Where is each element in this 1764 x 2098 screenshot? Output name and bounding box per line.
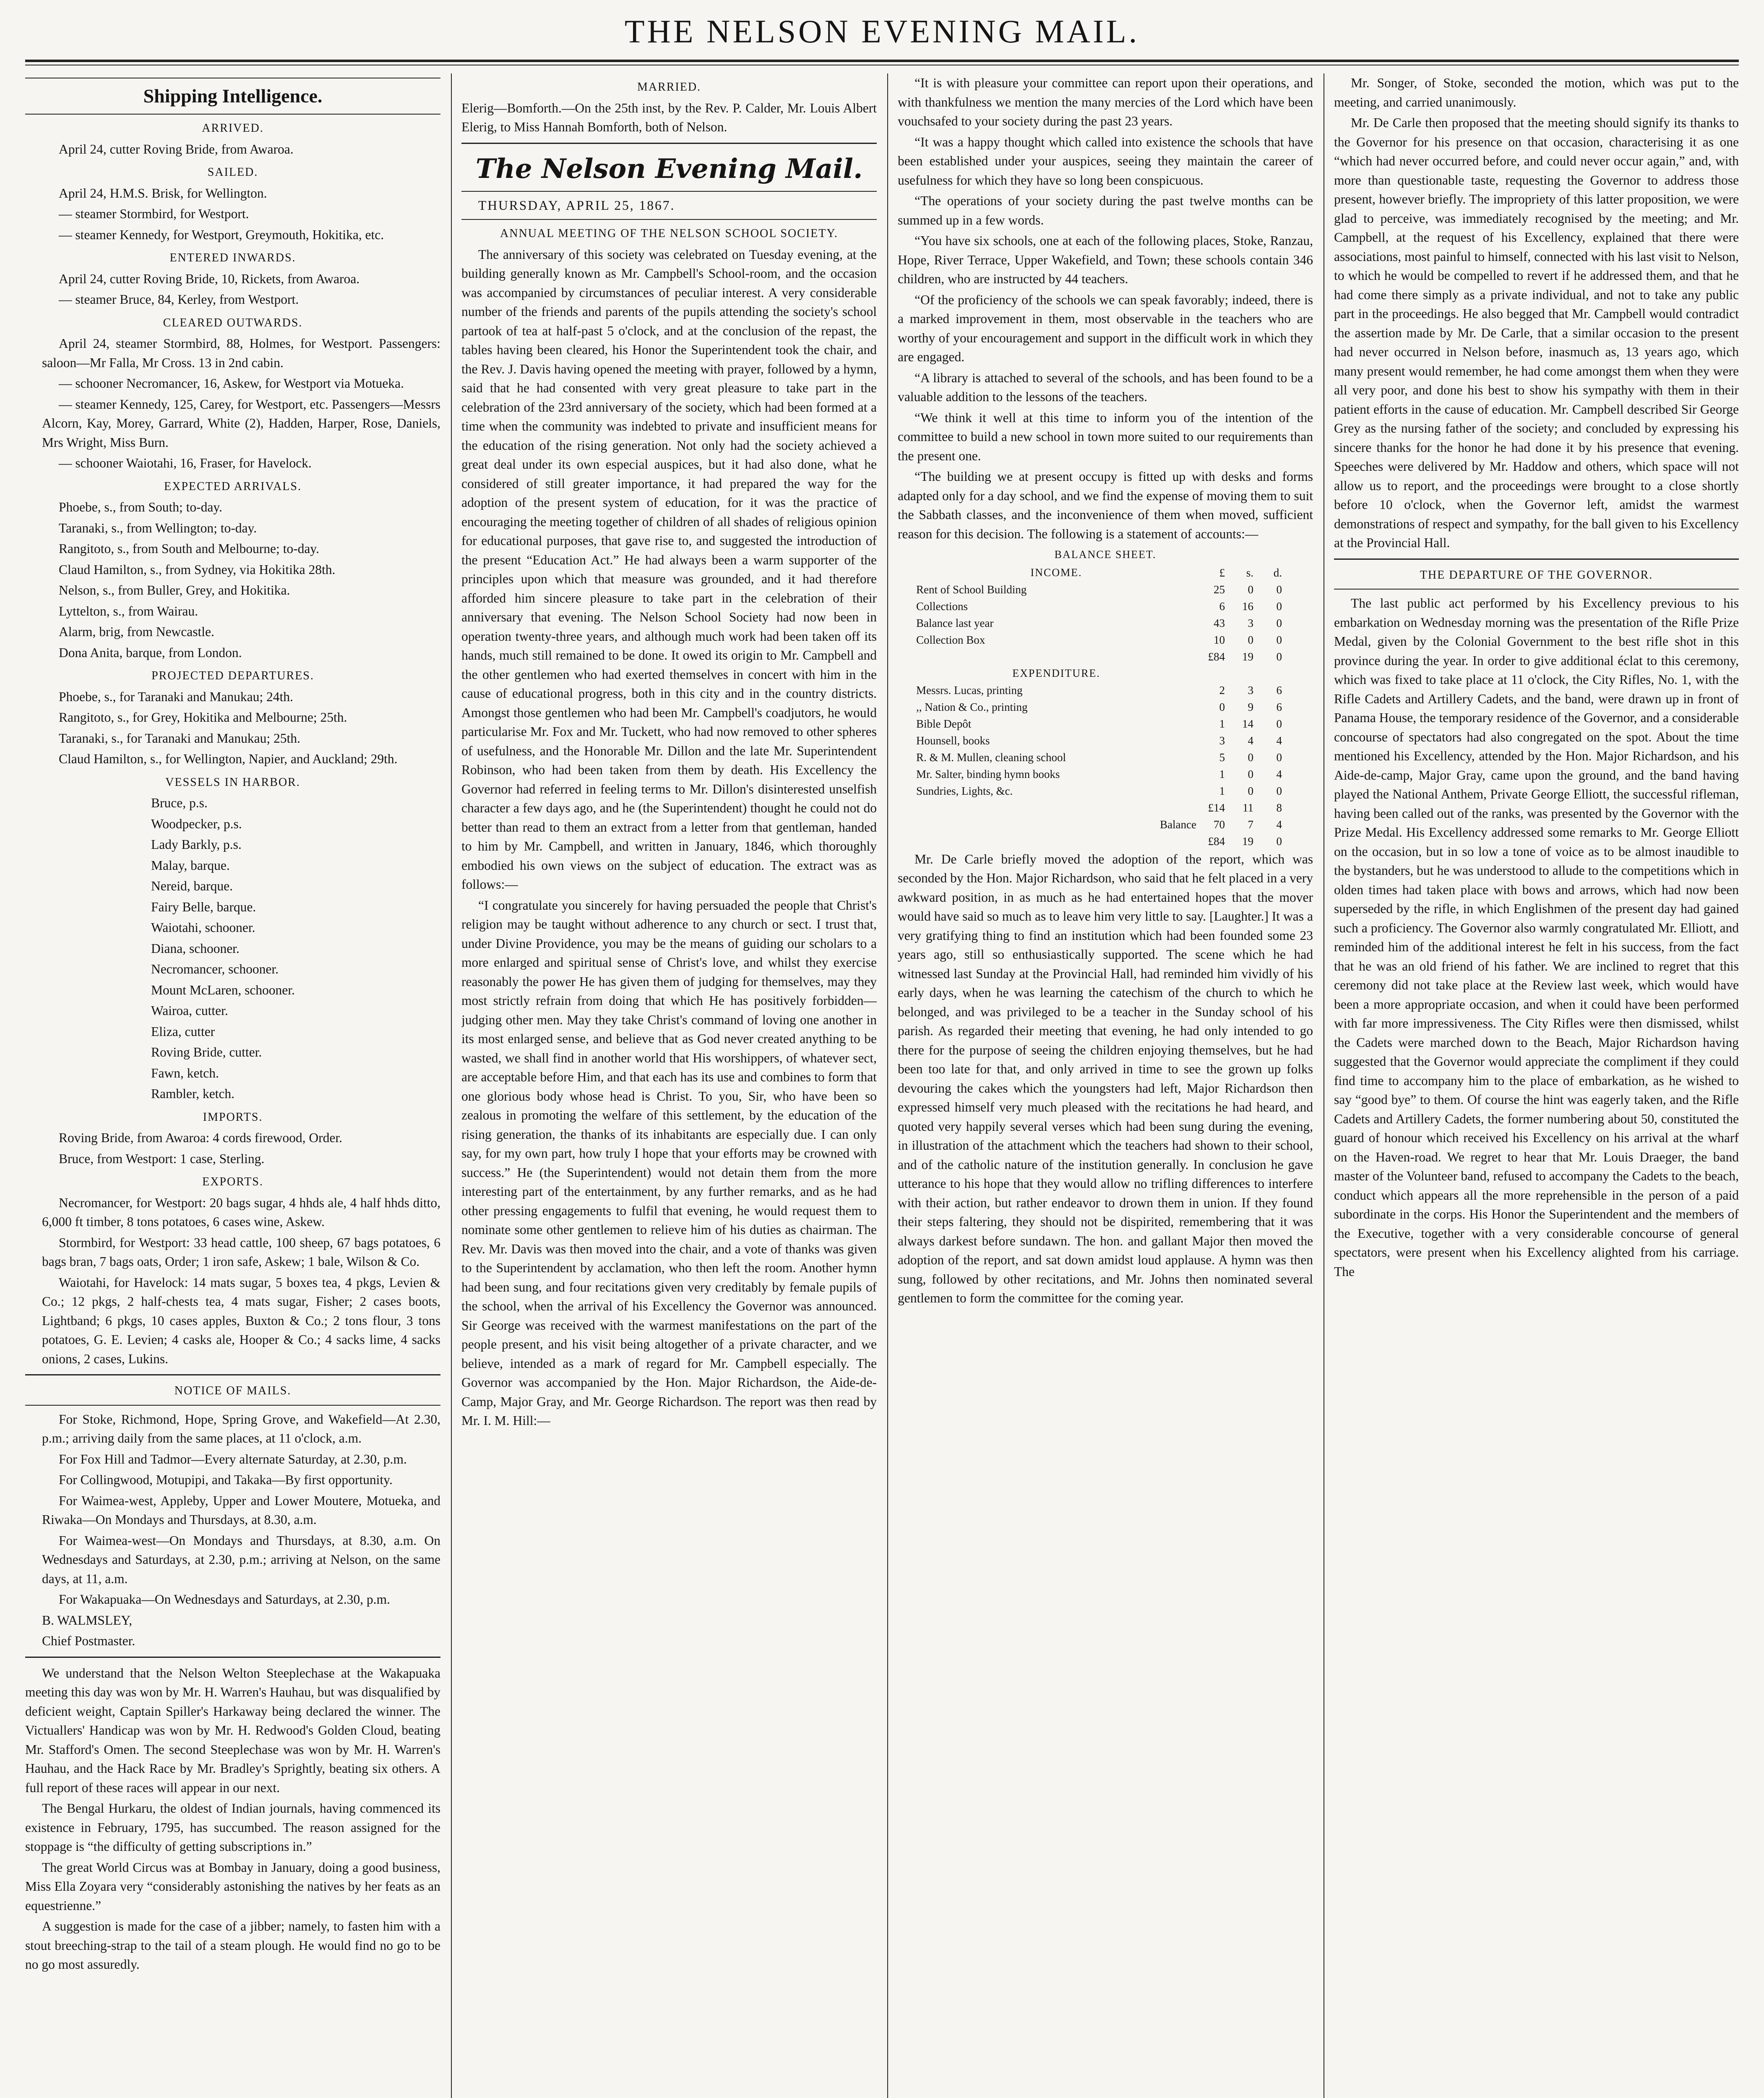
account-item: Balance last year xyxy=(916,616,994,629)
list-item: — steamer Kennedy, for Westport, Greymouth, Hokitika, etc. xyxy=(59,227,384,242)
list-item: Necromancer, schooner. xyxy=(151,962,279,976)
list-item: Roving Bride, from Awaroa: 4 cords firewood, Order. xyxy=(59,1130,342,1145)
expenditure-heading: EXPENDITURE. xyxy=(1012,667,1100,679)
balance-sheet xyxy=(915,564,1284,850)
vessels-list xyxy=(25,793,440,1104)
mails-title: NOTICE OF MAILS. xyxy=(174,1384,292,1397)
column-4 xyxy=(1334,73,1739,2098)
amount-cell: 0 xyxy=(1248,633,1253,646)
list-item: — steamer Bruce, 84, Kerley, from Westport. xyxy=(59,292,299,307)
table-row xyxy=(915,615,1284,631)
account-item: Messrs. Lucas, printing xyxy=(916,684,1023,697)
married-notice: Elerig—Bomforth.—On the 25th inst, by the Rev. P. Calder, Mr. Louis Albert Elerig, to Miss Hannah Bomforth, both of Nelson. xyxy=(461,100,877,134)
list-item: For Waimea-west, Appleby, Upper and Lower Moutere, Motueka, and Riwaka—On Mondays and Thursdays, at 8.30, a.m. xyxy=(42,1493,440,1527)
column-divider xyxy=(451,73,452,2098)
amount-cell: 2 xyxy=(1219,684,1225,697)
account-item: R. & M. Mullen, cleaning school xyxy=(916,751,1066,764)
amount-cell: 16 xyxy=(1242,600,1253,613)
list-item: For Collingwood, Motupipi, and Takaka—By first opportunity. xyxy=(59,1472,393,1487)
rule xyxy=(461,191,877,192)
list-item: Mr. De Carle briefly moved the adoption of the report, which was seconded by the Hon. Major Richardson, who said that he felt placed in a very awkward position, in as much as he had entertained hopes that the mover would have said so much as to leave him very little to say. [Laughter.] It was a very gratifying thing to find an institution which had been founded some 23 years ago, still so enthusiastically supported. The scene which he had witnessed last Sunday at the Provincial Hall, had reminded him vividly of his early days, when he was learning the catechism of the church to which he belonged, and was privileged to be a teacher in the Sunday school of his parish. As regarded their meeting that evening, he had only intended to go there for the purpose of seeing the children enjoying themselves, but he had been too late for that, and only arrived in time to see the grown up folks devouring the cakes which the youngsters had left, Major Richardson then expressed himself very much pleased with the recitations he had heard, and quoted very happily several verses which had been sung during the evening, in illustration of the attachment which the teachers had shown to their school, and of the catholic nature of the institution generally. In conclusion he gave utterance to his hope that they would allow no trifling differences to interfere with their action, but rather endeavor to drown them in union. If they found their steps faltering, they should not be dispirited, remembering that it was always darkest before sundawn. The hon. and gallant Major then moved the adoption of the report, and sat down amidst loud applause. A hymn was then sung, followed by other recitations, and Mr. Johns then nominated several gentlemen to form the committee for the coming year. xyxy=(898,851,1313,1305)
list-item: For Waimea-west—On Mondays and Thursdays, at 8.30, a.m. On Wednesdays and Saturdays, at 2.30, p.m.; arriving at Nelson, on the same days, at 11, a.m. xyxy=(42,1533,440,1586)
society-discussion xyxy=(898,850,1313,1308)
table-row xyxy=(915,699,1284,715)
list-item: April 24, H.M.S. Brisk, for Wellington. xyxy=(59,185,267,201)
paper-title: The Nelson Evening Mail. xyxy=(475,153,863,185)
shipping-title: Shipping Intelligence. xyxy=(143,85,323,107)
amount-cell: 0 xyxy=(1276,717,1282,730)
list-item: Wairoa, cutter. xyxy=(151,1003,228,1018)
exp-total-row xyxy=(915,799,1284,816)
exports-heading: EXPORTS. xyxy=(202,1175,263,1188)
table-row xyxy=(915,631,1284,648)
list-item: “We think it well at this time to inform you of the intention of the committee to build a new school in town more suited to our requirements than the present one. xyxy=(898,410,1313,463)
vessels-heading: VESSELS IN HARBOR. xyxy=(165,775,300,789)
balance-pence: 4 xyxy=(1276,818,1282,831)
list-item: Taranaki, s., for Taranaki and Manukau; 25th. xyxy=(59,731,300,746)
society-discussion-continued xyxy=(1334,73,1739,553)
income-rows xyxy=(915,581,1284,648)
account-item: Hounsell, books xyxy=(916,734,990,747)
balance-income-header xyxy=(915,564,1284,581)
married-heading: MARRIED. xyxy=(637,81,701,94)
account-item: Collection Box xyxy=(916,633,985,646)
mails-list xyxy=(25,1410,440,1609)
projected-list xyxy=(25,687,440,769)
list-item: Phoebe, s., for Taranaki and Manukau; 24th. xyxy=(59,689,293,704)
exp-total-shillings: 11 xyxy=(1243,801,1253,814)
list-item: Waiotahi, schooner. xyxy=(151,920,255,935)
list-item: Stormbird, for Westport: 33 head cattle, 100 sheep, 67 bags potatoes, 6 bags bran, 7 bags oats, Order; 1 iron safe, Askew; 1 bale, Wilson & Co. xyxy=(42,1235,440,1269)
entered-heading: ENTERED INWARDS. xyxy=(169,251,296,264)
income-total-row xyxy=(915,648,1284,665)
cleared-list xyxy=(25,334,440,473)
balance-row xyxy=(915,816,1284,833)
list-item: Nereid, barque. xyxy=(151,879,233,893)
cleared-heading: CLEARED OUTWARDS. xyxy=(163,316,303,329)
amount-cell: 0 xyxy=(1248,784,1253,797)
list-item: Alarm, brig, from Newcastle. xyxy=(59,624,214,639)
list-item: Lyttelton, s., from Wairau. xyxy=(59,603,198,618)
table-row xyxy=(915,783,1284,799)
table-row xyxy=(915,682,1284,699)
amount-cell: 3 xyxy=(1248,684,1253,697)
amount-cell: 3 xyxy=(1219,734,1225,747)
grand-total-shillings: 19 xyxy=(1242,835,1253,848)
list-item: Fawn, ketch. xyxy=(151,1065,219,1080)
masthead-rule xyxy=(25,60,1739,62)
list-item: For Stoke, Richmond, Hope, Spring Grove, and Wakefield—At 2.30, p.m.; arriving daily from the same places, at 11 o'clock, a.m. xyxy=(42,1412,440,1446)
list-item: Claud Hamilton, s., for Wellington, Napier, and Auckland; 29th. xyxy=(59,752,398,766)
table-row xyxy=(915,581,1284,598)
news-notes xyxy=(25,1664,440,1974)
column-1 xyxy=(25,73,440,2098)
list-item: — schooner Waiotahi, 16, Fraser, for Havelock. xyxy=(59,456,312,470)
rule xyxy=(25,1657,440,1658)
list-item: “It is with pleasure your committee can report upon their operations, and with thankfulness we mention the many mercies of the Lord which have been vouchsafed to your society during the past 23 years. xyxy=(898,76,1313,128)
column-divider xyxy=(887,73,888,2098)
list-item: “Of the proficiency of the schools we can speak favorably; indeed, there is a marked improvement in them, most observable in the teachers who are worthy of your encouragement and support in the difficult work in which they are engaged. xyxy=(898,292,1313,364)
amount-cell: 0 xyxy=(1276,600,1282,613)
account-item: Sundries, Lights, &c. xyxy=(916,784,1013,797)
income-heading: INCOME. xyxy=(1030,566,1082,579)
shillings-heading: s. xyxy=(1246,566,1253,579)
grand-total-row xyxy=(915,833,1284,850)
list-item: Mr. Songer, of Stoke, seconded the motion, which was put to the meeting, and carried unanimously. xyxy=(1334,76,1739,110)
list-item: “A library is attached to several of the schools, and has been found to be a valuable addition to the lessons of the teachers. xyxy=(898,370,1313,404)
account-item: Bible Depôt xyxy=(916,717,972,730)
list-item: A suggestion is made for the case of a jibber; namely, to fasten him with a stout breeching-strap to the tail of a steam plough. He would find no go to be no go most assuredly. xyxy=(25,1919,440,1972)
sailed-list xyxy=(25,184,440,245)
list-item: April 24, cutter Roving Bride, 10, Rickets, from Awaroa. xyxy=(59,271,360,286)
balance-label: Balance xyxy=(1160,818,1196,831)
list-item: “You have six schools, one at each of the following places, Stoke, Ranzau, Hope, River Terrace, Upper Wakefield, and Town; these schools contain 346 children, who are instructed by 44 teachers. xyxy=(898,233,1313,286)
amount-cell: 1 xyxy=(1219,767,1225,780)
grand-total-pence: 0 xyxy=(1276,835,1282,848)
list-item: April 24, steamer Stormbird, 88, Holmes, for Westport. Passengers: saloon—Mr Falla, Mr Cross. 13 in 2nd cabin. xyxy=(42,336,440,370)
rule xyxy=(1334,558,1739,560)
grand-total-pounds: £84 xyxy=(1208,835,1225,848)
amount-cell: 0 xyxy=(1276,784,1282,797)
rule xyxy=(1334,589,1739,590)
entered-list xyxy=(25,269,440,309)
amount-cell: 4 xyxy=(1276,767,1282,780)
mails-signer-title: Chief Postmaster. xyxy=(42,1634,135,1648)
list-item: For Fox Hill and Tadmor—Every alternate Saturday, at 2.30, p.m. xyxy=(59,1451,407,1467)
balance-sheet-title: BALANCE SHEET. xyxy=(1054,548,1157,561)
list-item: — steamer Stormbird, for Westport. xyxy=(59,206,249,221)
list-item: Mount McLaren, schooner. xyxy=(151,982,295,997)
masthead xyxy=(25,13,1739,63)
list-item: “The operations of your society during the past twelve months can be summed up in a few words. xyxy=(898,193,1313,227)
amount-cell: 0 xyxy=(1248,767,1253,780)
table-row xyxy=(915,749,1284,766)
mails-signer: B. WALMSLEY, xyxy=(42,1613,132,1628)
list-item: “It was a happy thought which called into existence the schools that have been established under your auspices, seeing they maintain the career of usefulness for which they have so long been conspicuous. xyxy=(898,134,1313,188)
income-total-shillings: 19 xyxy=(1242,650,1253,663)
rule xyxy=(461,219,877,220)
account-item: Collections xyxy=(916,600,968,613)
amount-cell: 0 xyxy=(1276,633,1282,646)
list-item: The great World Circus was at Bombay in January, doing a good business, Miss Ella Zoyara very “considerably astonishing the natives by her feats as an equestrienne.” xyxy=(25,1860,440,1913)
expected-list xyxy=(25,498,440,662)
balance-shillings: 7 xyxy=(1248,818,1253,831)
amount-cell: 4 xyxy=(1248,734,1253,747)
list-item: Waiotahi, for Havelock: 14 mats sugar, 5 boxes tea, 4 pkgs, Levien & Co.; 12 pkgs, 2 half-chests tea, 4 mats sugar, Fisher; 2 cases boots, Lightband; 6 pkgs, 10 cases apples, Buxton & Co.; 2 tons flour, 3 tons potatoes, G. E. Levien; 4 casks ale, Hooper & Co.; 4 sacks lime, 4 sacks onions, 2 cases, Lukins. xyxy=(42,1275,440,1366)
amount-cell: 0 xyxy=(1248,583,1253,596)
rule xyxy=(461,143,877,144)
list-item: Dona Anita, barque, from London. xyxy=(59,645,242,660)
amount-cell: 0 xyxy=(1248,751,1253,764)
account-item: Mr. Salter, binding hymn books xyxy=(916,767,1060,780)
list-item: Diana, schooner. xyxy=(151,941,240,956)
list-item: Rambler, ketch. xyxy=(151,1086,235,1101)
list-item: The Bengal Hurkaru, the oldest of Indian journals, having commenced its existence in February, 1795, has succumbed. The reason assigned for the stoppage is “the difficulty of getting subscriptions in.” xyxy=(25,1801,440,1854)
column-3 xyxy=(898,73,1313,2098)
list-item: Roving Bride, cutter. xyxy=(151,1045,262,1059)
list-item: — schooner Necromancer, 16, Askew, for Westport via Motueka. xyxy=(59,376,404,391)
amount-cell: 10 xyxy=(1214,633,1225,646)
amount-cell: 0 xyxy=(1276,616,1282,629)
list-item: Bruce, from Westport: 1 case, Sterling. xyxy=(59,1151,265,1166)
list-item: We understand that the Nelson Welton Steeplechase at the Wakapuaka meeting this day was won by Mr. H. Warren's Hauhau, but was disqualified by deficient weight, Captain Spiller's Harkaway being declared the winner. The Victuallers' Handicap was won by Mr. H. Redwood's Golden Cloud, beating Mr. Stafford's Omen. The second Steeplechase was won by Mr. H. Warren's Hauhau, and the Hack Race by Mr. Bradley's Sprightly, beating six others. A full report of these races will appear in our next. xyxy=(25,1665,440,1795)
list-item: “I congratulate you sincerely for having persuaded the people that Christ's religion may be taught without adherence to any church or sect. I trust that, under Divine Providence, you may be the means of guiding our scholars to a more enlarged and spiritual sense of Christ's love, and whilst they exercise reasonably the power He has given them of judging for themselves, may they most strictly refrain from doing that which He has positively forbidden—judging other men. May they take Christ's command of loving one another in its most enlarged sense, and believe that as God never created anything to be wasted, we shall find in another world that His worshippers, of whatever sect, are acceptable before Him, and that each has its use and combines to form that one glorious body whose head is Christ. To you, Sir, who have been so zealous in promoting the welfare of this settlement, by the education of the rising generation, the thanks of its inhabitants are especially due. I can only say, for my own part, how truly I hope that your efforts may be crowned with success.” He (the Superintendent) would not detain them from the more interesting part of the entertainment, by any further remarks, and as he had other pressing engagements to fulfil that evening, he would request them to nominate some other gentlemen to relieve him of his duties as chairman. The Rev. Mr. Davis was then moved into the chair, and a vote of thanks was given to the Superintendent by acclamation, who then left the room. Another hymn had been sung, and four recitations given very creditably by female pupils of the school, when the arrival of his Excellency the Governor was announced. Sir George was received with the warmest manifestations on the part of the people present, and his visit being altogether of a private character, and we believe, intended as a mark of regard for Mr. Campbell especially. The Governor was accompanied by the Hon. Major Richardson, the Aide-de-Camp, Major Gray, and Mr. George Richardson. The report was then read by Mr. I. M. Hill:— xyxy=(461,898,877,1428)
list-item: Lady Barkly, p.s. xyxy=(151,837,242,852)
list-item: Bruce, p.s. xyxy=(151,796,208,810)
list-item: Claud Hamilton, s., from Sydney, via Hokitika 28th. xyxy=(59,562,336,577)
rule xyxy=(25,114,440,115)
imports-list xyxy=(25,1128,440,1168)
amount-cell: 6 xyxy=(1219,600,1225,613)
account-item: ,, Nation & Co., printing xyxy=(916,700,1028,713)
departure-text: The last public act performed by his Excellency previous to his embarkation on Wednesday morning was the presentation of the Rifle Prize Medal, given by the Colonial Government to the best rifle shot in this province during the year. In order to give additional éclat to this ceremony, which was fixed to take place at 11 o'clock, the City Rifles, No. 1, with the Rifle Cadets and Artillery Cadets, and the band, were drawn up in front of Panama House, the temporary residence of the Governor, and a considerable concourse of spectators had also congregated on the spot. About the time mentioned his Excellency, attended by the Hon. Major Richardson, and his Aide-de-camp, Major Gray, came upon the ground, and the band having played the National Anthem, Private George Elliott, the successful rifleman, having been called out of the ranks, was presented by the Governor with the Prize Medal. His Excellency addressed some remarks to Mr. George Elliott on the occasion, but in so low a tone of voice as to be almost inaudible to the bystanders, but he was understood to allude to the competitions which in olden times had taken place with bows and arrows, which had now been superseded by the rifle, in which Englishmen of the present day had gained such a proficiency. The Governor also warmly congratulated Mr. Elliott, and reminded him of the additional interest he felt in his success, from the fact that he was an old friend of his father. We are inclined to regret that this ceremony did not take place at the Review last week, which would have been a more appropriate occasion, and when it could have been performed with far more impressiveness. The City Rifles were then dismissed, whilst the Cadets were marched down to the Beach, Major Richardson having suggested that the Governor would appreciate the compliment if they could find time to accompany him to the place of embarkation, as he wished to say “good bye” to them. Of course the hint was eagerly taken, and the Rifle Cadets and Artillery Cadets, the former numbering about 50, constituted the guard of honour which received his Excellency on his arrival at the wharf on the Haven-road. We regret to hear that Mr. Louis Draeger, the band master of the Volunteer band, refused to accompany the Cadets to the beach, conduct which appears all the more reprehensible in the person of a paid subordinate in the corps. His Honor the Superintendent and the members of the Executive, together with a very considerable concourse of general spectators, were present when his Excellency alighted from his carriage. The xyxy=(1334,596,1739,1279)
society-text xyxy=(461,245,877,1430)
amount-cell: 14 xyxy=(1242,717,1253,730)
imports-heading: IMPORTS. xyxy=(203,1110,263,1124)
amount-cell: 6 xyxy=(1276,700,1282,713)
list-item: Phoebe, s., from South; to-day. xyxy=(59,500,222,514)
departure-heading: THE DEPARTURE OF THE GOVERNOR. xyxy=(1420,568,1653,582)
table-row xyxy=(915,598,1284,615)
exp-total-pounds: £14 xyxy=(1208,801,1225,814)
masthead-title: THE NELSON EVENING MAIL. xyxy=(624,13,1140,50)
list-item: — steamer Kennedy, 125, Carey, for Westport, etc. Passengers—Messrs Alcorn, Kay, Morey, Garrard, White (2), Hadden, Harper, Rose, Daniels, Mrs Wright, Miss Burn. xyxy=(42,397,440,450)
list-item: Taranaki, s., from Wellington; to-day. xyxy=(59,520,257,535)
list-item: For Wakapuaka—On Wednesdays and Saturdays, at 2.30, p.m. xyxy=(59,1592,390,1607)
projected-heading: PROJECTED DEPARTURES. xyxy=(151,669,314,682)
amount-cell: 0 xyxy=(1276,751,1282,764)
expenditure-rows xyxy=(915,682,1284,799)
sailed-heading: SAILED. xyxy=(207,166,258,179)
amount-cell: 6 xyxy=(1276,684,1282,697)
income-total-pence: 0 xyxy=(1276,650,1282,663)
list-item: Woodpecker, p.s. xyxy=(151,816,242,831)
table-row xyxy=(915,715,1284,732)
list-item: Eliza, cutter xyxy=(151,1024,215,1039)
exp-total-pence: 8 xyxy=(1276,801,1282,814)
list-item: The anniversary of this society was celebrated on Tuesday evening, at the building generally known as Mr. Campbell's School-room, and the occasion was accompanied by circumstances of peculiar interest. A very considerable number of the friends and parents of the pupils attending the society's school partook of tea at half-past 5 o'clock, and at the conclusion of the repast, the tables having been cleared, his Honor the Superintendent took the chair, and the Rev. J. Davis having opened the meeting with prayer, followed by a hymn, said that he had consented with very great pleasure to take part in the celebration of the 23rd anniversary of the society, which had been formed at a time when the community was indebted to private and insufficient means for the education of the rising generation. Not only had the society achieved a great deal under its own especial auspices, but it had also done, what he considered of still greater importance, it had prepared the way for the adoption of the present system of education, for it was the practice of encouraging the meeting together of children of all shades of religious opinion for educational purposes, that gave rise to, and suggested the introduction of the present “Education Act.” He had always been a warm supporter of the principles upon which that measure was grounded, and it had therefore afforded him sincere pleasure to take part in the celebration of their anniversary that evening. The Nelson School Society had now been in operation twenty-three years, and although much work had been taken off its hands, much still remained to be done. It owed its origin to Mr. Campbell and the other gentlemen who had exerted themselves in concert with him in the cause of educational progress, both in this city and in the country districts. Amongst those gentlemen who had been Mr. Campbell's coadjutors, he would particularise Mr. Fox and Mr. Tuckett, who had now removed to other spheres of usefulness, and the Honorable Mr. Dillon and the late Mr. Superintendent Robinson, who had been taken from them by death. His Excellency the Governor had referred in feeling terms to Mr. Dillon's disinterested unselfish character a few days ago, and he (the Superintendent) thought he could not do better than read to them an extract from a letter from that gentleman, handed to him by Mr. Campbell, and written in January, 1846, which thoroughly embodied his own views on the subject of education. The extract was as follows:— xyxy=(461,247,877,892)
paper-date: THURSDAY, APRIL 25, 1867. xyxy=(478,198,675,213)
expected-heading: EXPECTED ARRIVALS. xyxy=(164,480,302,493)
rule xyxy=(25,1405,440,1406)
pence-heading: d. xyxy=(1273,566,1282,579)
list-item: Rangitoto, s., from South and Melbourne; to-day. xyxy=(59,541,319,556)
arrived-heading: ARRIVED. xyxy=(202,122,264,135)
list-item: Fairy Belle, barque. xyxy=(151,899,256,914)
rule xyxy=(25,1374,440,1375)
list-item: Rangitoto, s., for Grey, Hokitika and Melbourne; 25th. xyxy=(59,710,347,725)
table-row xyxy=(915,732,1284,749)
list-item: Necromancer, for Westport: 20 bags sugar, 4 hhds ale, 4 half hhds ditto, 6,000 ft timber, 8 tons potatoes, 6 cases wine, Askew. xyxy=(42,1195,440,1229)
amount-cell: 0 xyxy=(1219,700,1225,713)
income-total-pounds: £84 xyxy=(1208,650,1225,663)
balance-pounds: 70 xyxy=(1214,818,1225,831)
list-item: “The building we at present occupy is fitted up with desks and forms adapted only for a day school, and we find the expense of moving them to suit the Sabbath classes, and the inconvenience of them when moved, sufficient reason for this decision. The following is a statement of accounts:— xyxy=(898,469,1313,541)
society-heading: ANNUAL MEETING OF THE NELSON SCHOOL SOCIETY. xyxy=(500,227,838,240)
account-item: Rent of School Building xyxy=(916,583,1027,596)
list-item: Mr. De Carle then proposed that the meeting should signify its thanks to the Governor for his presence on that occasion, characterising it as one “which had never occurred before, and could never occur again,” and, with more than questionable taste, requesting the Governor to address those present, however briefly. The impropriety of this latter proposition, we were glad to perceive, was immediately recognised by the meeting; and Mr. Campbell, at the request of his Excellency, explained that there were associations, most painful to himself, connected with his last visit to Nelson, to which he would be compelled to revert if he addressed them, and that he had come there simply as a private individual, and not to take any public part in the proceedings. He also begged that Mr. Campbell would contradict the assertion made by Mr. De Carle, that a similar occasion to the present had never occurred in Nelson before, inasmuch as, 13 years ago, which many present would remember, he had come amongst them when they were all very poor, and done his best to show his sympathy with them in their patient efforts in the cause of education. Mr. Campbell described Sir George Grey as the nursing father of the society; and concluded by expressing his sincere thanks for the honor he had done it by his presence that evening. Speeches were delivered by Mr. Haddow and others, which space will not allow us to report, and the proceedings were brought to a close shortly before 10 o'clock, when the Governor left, amidst the warmest demonstrations of respect and sympathy, for the ball given to his Excellency at the Provincial Hall. xyxy=(1334,115,1739,550)
amount-cell: 1 xyxy=(1219,784,1225,797)
column-2 xyxy=(461,73,877,2098)
exports-list xyxy=(25,1193,440,1369)
list-item: Nelson, s., from Buller, Grey, and Hokitika. xyxy=(59,583,290,598)
table-row xyxy=(915,766,1284,783)
amount-cell: 1 xyxy=(1219,717,1225,730)
balance-exp-header xyxy=(915,665,1284,682)
list-item: Malay, barque. xyxy=(151,858,230,873)
arrived-list xyxy=(25,140,440,159)
amount-cell: 0 xyxy=(1276,583,1282,596)
amount-cell: 4 xyxy=(1276,734,1282,747)
amount-cell: 25 xyxy=(1214,583,1225,596)
society-report-continued xyxy=(898,73,1313,543)
amount-cell: 43 xyxy=(1214,616,1225,629)
amount-cell: 3 xyxy=(1248,616,1253,629)
list-item: April 24, cutter Roving Bride, from Awaroa. xyxy=(59,141,294,157)
amount-cell: 5 xyxy=(1219,751,1225,764)
pounds-heading: £ xyxy=(1219,566,1225,579)
amount-cell: 9 xyxy=(1248,700,1253,713)
